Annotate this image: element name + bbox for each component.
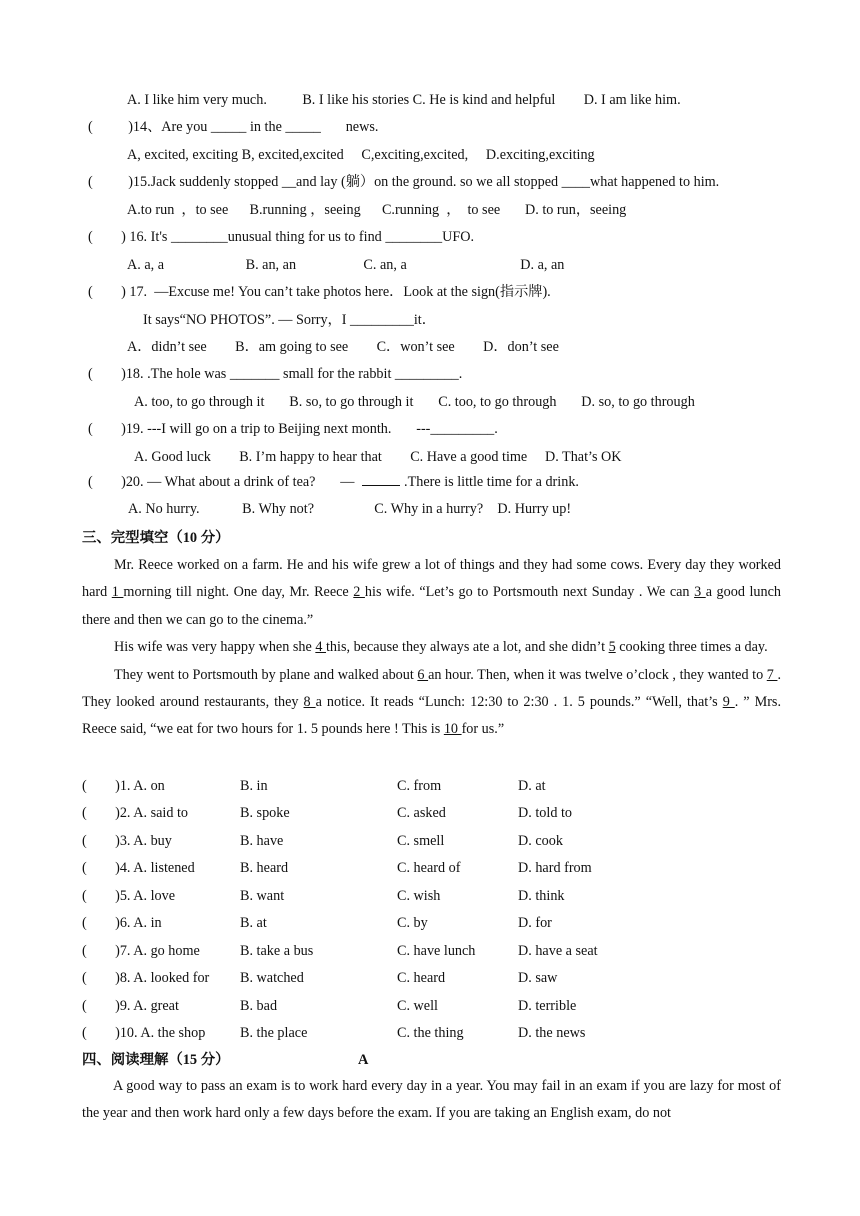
option-d: D. have a seat bbox=[518, 943, 598, 959]
q20-stem-question: ( )20. — What about a drink of tea? — bbox=[88, 474, 355, 490]
cloze-blank-3: 3 bbox=[694, 584, 706, 601]
section3-heading: 三、完型填空（10 分） bbox=[82, 530, 230, 546]
option-d: D. for bbox=[518, 915, 552, 931]
q20-stem-reply: .There is little time for a drink. bbox=[400, 474, 579, 490]
option-a: ( )5. A. love bbox=[82, 888, 175, 904]
option-a: ( )2. A. said to bbox=[82, 805, 189, 821]
option-b: B. at bbox=[240, 915, 267, 931]
option-d: D. at bbox=[518, 778, 546, 794]
option-c: C. heard bbox=[397, 970, 446, 986]
cloze-blank-6: 6 bbox=[417, 666, 429, 683]
cloze-passage bbox=[82, 552, 781, 744]
q16-options: A. a, a B. an, an C. an, a D. a, an bbox=[127, 257, 565, 273]
option-d: D. hard from bbox=[518, 860, 592, 876]
cloze-blank-9: 9 bbox=[722, 694, 735, 711]
q17-stem-continued: It says“NO PHOTOS”. — Sorry，I _________it． bbox=[143, 312, 436, 328]
q18-options: A. too, to go through it B. so, to go through it C. too, to go through D. so, to go through bbox=[134, 394, 695, 410]
cloze-text: his wife. “Let’s go to Portsmouth next Sunday . We can bbox=[364, 584, 695, 601]
q18-stem: ( )18. .The hole was _______ small for the rabbit _________. bbox=[88, 366, 463, 382]
option-d: D. terrible bbox=[518, 998, 577, 1014]
option-b: B. spoke bbox=[240, 805, 290, 821]
q17-options: A．didn’t see B．am going to see C．won’t see D．don’t see bbox=[127, 339, 559, 355]
cloze-text: morning till night. One day, Mr. Reece bbox=[123, 584, 354, 601]
cloze-text: . ” Mrs. Reece said, “we eat for two hours for 1. 5 pounds here ! This is bbox=[82, 694, 781, 738]
q14-stem: ( )14、Are you _____ in the _____ news. bbox=[88, 119, 379, 135]
option-a: ( )6. A. in bbox=[82, 915, 162, 931]
cloze-text: a good lunch there and then we can go to the cinema.” bbox=[82, 584, 782, 628]
cloze-text: an hour. Then, when it was twelve o’clock , they wanted to bbox=[428, 666, 767, 683]
cloze-text: cooking three times a day. bbox=[615, 639, 768, 656]
option-a: ( )10. A. the shop bbox=[82, 1025, 206, 1041]
option-c: C. well bbox=[397, 998, 438, 1014]
cloze-text: for us.” bbox=[461, 721, 505, 738]
q15-options: A.to run ，to see B.running ，seeing C.running ， to see D. to run，seeing bbox=[127, 202, 627, 218]
option-d: D. think bbox=[518, 888, 565, 904]
q13-options: A. I like him very much. B. I like his stories C. He is kind and helpful D. I am like him. bbox=[127, 92, 681, 108]
option-b: B. the place bbox=[240, 1025, 308, 1041]
cloze-text: this, because they always ate a lot, and she didn’t bbox=[325, 639, 609, 656]
option-a: ( )9. A. great bbox=[82, 998, 179, 1014]
option-d: D. the news bbox=[518, 1025, 586, 1041]
q20-answer-blank bbox=[362, 472, 400, 486]
q20-stem bbox=[88, 472, 579, 491]
option-b: B. take a bus bbox=[240, 943, 314, 959]
q17-stem: ( ) 17. —Excuse me! You can’t take photos here．Look at the sign(指示牌). bbox=[88, 284, 551, 300]
option-c: C. wish bbox=[397, 888, 441, 904]
cloze-blank-5: 5 bbox=[608, 639, 616, 656]
section4-heading: 四、阅读理解（15 分） bbox=[82, 1052, 230, 1068]
option-d: D. told to bbox=[518, 805, 572, 821]
option-c: C. from bbox=[397, 778, 442, 794]
option-a: ( )8. A. looked for bbox=[82, 970, 210, 986]
reading-passage bbox=[82, 1073, 781, 1128]
q14-options: A, excited, exciting B, excited,excited C,exciting,excited, D.exciting,exciting bbox=[127, 147, 595, 163]
option-c: C. smell bbox=[397, 833, 445, 849]
option-d: D. saw bbox=[518, 970, 558, 986]
option-a: ( )1. A. on bbox=[82, 778, 165, 794]
cloze-text: His wife was very happy when she bbox=[114, 639, 316, 656]
cloze-blank-10: 10 bbox=[443, 721, 462, 738]
cloze-blank-7: 7 bbox=[766, 666, 778, 683]
option-c: C. have lunch bbox=[397, 943, 476, 959]
q20-options: A. No hurry. B. Why not? C. Why in a hurry? D. Hurry up! bbox=[128, 501, 572, 517]
q15-stem: ( )15.Jack suddenly stopped __and lay (躺）on the ground. so we all stopped ____what happened to him. bbox=[88, 174, 720, 190]
q19-stem: ( )19. ---I will go on a trip to Beijing next month. ---_________. bbox=[88, 421, 498, 437]
option-c: C. the thing bbox=[397, 1025, 464, 1041]
option-a: ( )4. A. listened bbox=[82, 860, 195, 876]
option-c: C. by bbox=[397, 915, 428, 931]
cloze-blank-8: 8 bbox=[303, 694, 316, 711]
passage-label: A bbox=[358, 1052, 369, 1068]
option-c: C. asked bbox=[397, 805, 446, 821]
q16-stem: ( ) 16. It's ________unusual thing for us to find ________UFO. bbox=[88, 229, 474, 245]
cloze-blank-4: 4 bbox=[315, 639, 326, 656]
cloze-blank-2: 2 bbox=[353, 584, 365, 601]
option-b: B. in bbox=[240, 778, 268, 794]
cloze-blank-1: 1 bbox=[111, 584, 124, 601]
option-a: ( )3. A. buy bbox=[82, 833, 172, 849]
reading-text: A good way to pass an exam is to work hard every day in a year. You may fail in an exam if you are lazy for most of the year and then work hard only a few days before the exam. If you are taking an English exam, do not bbox=[82, 1078, 781, 1122]
option-b: B. heard bbox=[240, 860, 289, 876]
option-d: D. cook bbox=[518, 833, 563, 849]
cloze-text: a notice. It reads “Lunch: 12:30 to 2:30 . 1. 5 pounds.” “Well, that’s bbox=[315, 694, 723, 711]
option-b: B. have bbox=[240, 833, 284, 849]
cloze-text: . They looked around restaurants, they bbox=[82, 666, 781, 711]
option-a: ( )7. A. go home bbox=[82, 943, 200, 959]
option-b: B. watched bbox=[240, 970, 304, 986]
option-b: B. bad bbox=[240, 998, 278, 1014]
cloze-text: Mr. Reece worked on a farm. He and his wife grew a lot of things and they had some cows. Every day they worked hard bbox=[82, 557, 781, 601]
option-c: C. heard of bbox=[397, 860, 461, 876]
cloze-text: They went to Portsmouth by plane and walked about bbox=[114, 666, 418, 683]
q19-options: A. Good luck B. I’m happy to hear that C. Have a good time D. That’s OK bbox=[134, 449, 622, 465]
option-b: B. want bbox=[240, 888, 285, 904]
